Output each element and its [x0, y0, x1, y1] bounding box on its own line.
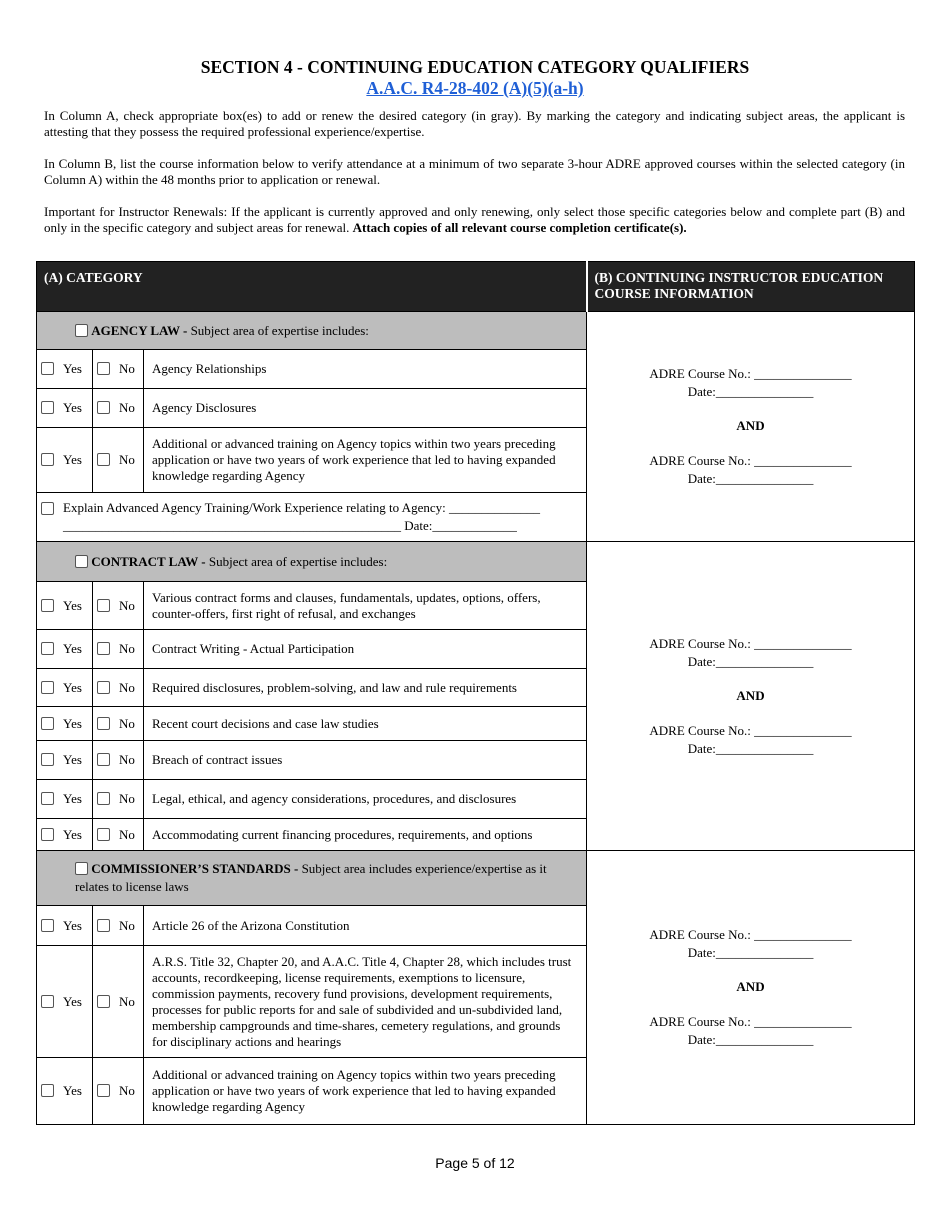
yes-checkbox[interactable] — [41, 828, 54, 841]
no-checkbox[interactable] — [97, 401, 110, 414]
yes-option[interactable] — [37, 428, 93, 493]
rule-reference-link[interactable]: A.A.C. R4-28-402 (A)(5)(a-h) — [366, 78, 584, 98]
yes-option[interactable] — [37, 669, 93, 707]
yes-checkbox[interactable] — [41, 401, 54, 414]
column-a-header: (A) CATEGORY — [37, 262, 587, 312]
subject-text: Contract Writing - Actual Participation — [144, 630, 587, 669]
explain-checkbox[interactable] — [41, 502, 54, 515]
section-title: SECTION 4 - CONTINUING EDUCATION CATEGORY QUALIFIERS — [200, 57, 750, 77]
course-number-2[interactable]: ADRE Course No.: _______________ — [649, 453, 852, 468]
agency-law-description: Subject area of expertise includes: — [190, 322, 369, 338]
yes-option[interactable] — [37, 707, 93, 741]
no-checkbox[interactable] — [97, 362, 110, 375]
yes-checkbox[interactable] — [41, 995, 54, 1008]
commissioner-standards-title: COMMISSIONER’S STANDARDS - — [91, 861, 299, 876]
no-checkbox[interactable] — [97, 681, 110, 694]
and-separator: AND — [736, 979, 765, 994]
instruction-paragraph-3-text: Important for Instructor Renewals: If the applicant is currently approved and only renewing, only select those specific categories below and complete part (B) and only in the specific category and subject areas for renewal. — [44, 204, 905, 235]
no-label: No — [119, 361, 135, 376]
course-number-1[interactable]: ADRE Course No.: _______________ — [649, 366, 852, 381]
no-option[interactable] — [93, 819, 144, 851]
course-number-1[interactable]: ADRE Course No.: _______________ — [649, 635, 852, 651]
category-qualifiers-table — [36, 261, 915, 1125]
agency-law-title: AGENCY LAW - — [91, 322, 188, 338]
instruction-paragraph-3 — [44, 204, 905, 236]
yes-label: Yes — [63, 452, 82, 467]
contract-law-category-row — [37, 542, 587, 582]
commissioner-standards-description: Subject area includes experience/expertise as it relates to license laws — [75, 861, 547, 894]
contract-law-category-checkbox[interactable] — [75, 555, 88, 568]
subject-text: Accommodating current financing procedures, requirements, and options — [144, 819, 587, 851]
subject-text: Article 26 of the Arizona Constitution — [144, 906, 587, 946]
yes-label: Yes — [63, 400, 82, 415]
yes-checkbox[interactable] — [41, 919, 54, 932]
course-number-2[interactable]: ADRE Course No.: _______________ — [649, 1014, 852, 1029]
commissioner-course-info — [587, 851, 915, 1125]
subject-text: Required disclosures, problem-solving, and law and rule requirements — [144, 669, 587, 707]
course-date-1[interactable]: Date:_______________ — [687, 653, 814, 669]
yes-option[interactable] — [37, 630, 93, 669]
no-checkbox[interactable] — [97, 995, 110, 1008]
no-label: No — [119, 679, 135, 695]
no-label: No — [119, 917, 135, 933]
yes-option[interactable] — [37, 741, 93, 780]
and-separator: AND — [736, 418, 765, 433]
contract-course-info — [587, 542, 915, 851]
yes-label: Yes — [63, 679, 82, 695]
column-b-header: (B) CONTINUING INSTRUCTOR EDUCATION COURSE INFORMATION — [587, 262, 915, 312]
course-date-1[interactable]: Date:_______________ — [687, 384, 814, 399]
no-checkbox[interactable] — [97, 453, 110, 466]
course-date-2[interactable]: Date:_______________ — [687, 740, 814, 756]
no-label: No — [119, 993, 135, 1009]
no-option[interactable] — [93, 389, 144, 428]
no-option[interactable] — [93, 630, 144, 669]
no-option[interactable] — [93, 428, 144, 493]
yes-label: Yes — [63, 715, 82, 731]
yes-checkbox[interactable] — [41, 599, 54, 612]
yes-checkbox[interactable] — [41, 642, 54, 655]
no-checkbox[interactable] — [97, 599, 110, 612]
and-separator: AND — [736, 687, 765, 703]
yes-label: Yes — [63, 993, 82, 1009]
subject-text: Agency Relationships — [144, 350, 587, 389]
yes-option[interactable] — [37, 780, 93, 819]
no-option[interactable] — [93, 1058, 144, 1125]
yes-option[interactable] — [37, 819, 93, 851]
agency-law-category-row — [37, 312, 587, 350]
yes-label: Yes — [63, 791, 82, 806]
yes-checkbox[interactable] — [41, 1084, 54, 1097]
no-label: No — [119, 452, 135, 467]
instruction-paragraph-2: In Column B, list the course information below to verify attendance at a minimum of two separate 3-hour ADRE approved courses within the selected category (in Column A) within the 48 months prior to application or renewal. — [44, 156, 905, 187]
no-checkbox[interactable] — [97, 828, 110, 841]
page-number: Page 5 of 12 — [435, 1155, 515, 1171]
no-checkbox[interactable] — [97, 792, 110, 805]
agency-course-info — [587, 312, 915, 542]
yes-label: Yes — [63, 361, 82, 376]
subject-text: Breach of contract issues — [144, 741, 587, 780]
course-date-1[interactable]: Date:_______________ — [687, 945, 814, 960]
no-label: No — [119, 400, 135, 415]
no-option[interactable] — [93, 946, 144, 1058]
no-checkbox[interactable] — [97, 1084, 110, 1097]
no-option[interactable] — [93, 350, 144, 389]
commissioner-standards-category-row — [37, 851, 587, 906]
no-label: No — [119, 597, 135, 613]
subject-text: Legal, ethical, and agency considerations, procedures, and disclosures — [144, 780, 587, 819]
yes-option[interactable] — [37, 350, 93, 389]
agency-explain-line-2[interactable]: ____________________________________________________ Date:_____________ — [63, 518, 517, 533]
course-date-2[interactable]: Date:_______________ — [687, 471, 814, 486]
course-date-2[interactable]: Date:_______________ — [687, 1032, 814, 1047]
subject-text: A.R.S. Title 32, Chapter 20, and A.A.C. Title 4, Chapter 28, which includes trust accounts, recordkeeping, license requirements, exemptions to licensure, commission payments, recovery fund provisions, development requirements, processes for public reports for and sale of subdivided and un-subdivided land, membership campgrounds and time-shares, cemetery regulations, and grounds for disciplinary actions and hearings — [144, 946, 587, 1058]
yes-checkbox[interactable] — [41, 681, 54, 694]
no-option[interactable] — [93, 741, 144, 780]
yes-option[interactable] — [37, 946, 93, 1058]
no-label: No — [119, 641, 135, 656]
yes-label: Yes — [63, 917, 82, 933]
subject-text: Additional or advanced training on Agency topics within two years preceding application or have two years of work experience that led to having expanded knowledge regarding Agency — [144, 428, 587, 493]
yes-label: Yes — [63, 752, 82, 767]
no-option[interactable] — [93, 582, 144, 630]
yes-checkbox[interactable] — [41, 753, 54, 766]
yes-checkbox[interactable] — [41, 792, 54, 805]
no-checkbox[interactable] — [97, 717, 110, 730]
no-label: No — [119, 1083, 135, 1098]
subject-text: Recent court decisions and case law studies — [144, 707, 587, 741]
subject-text: Various contract forms and clauses, fundamentals, updates, options, offers, counter-offers, first right of refusal, and exchanges — [144, 582, 587, 630]
yes-checkbox[interactable] — [41, 717, 54, 730]
no-label: No — [119, 791, 135, 806]
agency-explain-line-1[interactable]: Explain Advanced Agency Training/Work Experience relating to Agency: ______________ — [63, 500, 540, 515]
yes-label: Yes — [63, 641, 82, 656]
course-number-1[interactable]: ADRE Course No.: _______________ — [649, 927, 852, 942]
no-label: No — [119, 826, 135, 842]
no-checkbox[interactable] — [97, 919, 110, 932]
no-option[interactable] — [93, 669, 144, 707]
agency-explain-row — [37, 493, 587, 542]
agency-law-category-checkbox[interactable] — [75, 324, 88, 337]
subject-text: Agency Disclosures — [144, 389, 587, 428]
yes-option[interactable] — [37, 389, 93, 428]
yes-option[interactable] — [37, 906, 93, 946]
no-checkbox[interactable] — [97, 753, 110, 766]
subject-text: Additional or advanced training on Agency topics within two years preceding application or have two years of work experience that led to having expanded knowledge regarding Agency — [144, 1058, 587, 1125]
no-option[interactable] — [93, 906, 144, 946]
contract-law-description: Subject area of expertise includes: — [208, 553, 388, 569]
no-option[interactable] — [93, 780, 144, 819]
yes-label: Yes — [63, 826, 82, 842]
yes-label: Yes — [63, 1083, 82, 1098]
attach-certificates-note: Attach copies of all relevant course completion certificate(s). — [352, 220, 687, 235]
no-checkbox[interactable] — [97, 642, 110, 655]
instruction-paragraph-1: In Column A, check appropriate box(es) to add or renew the desired category (in gray). By marking the category and indicating subject areas, the applicant is attesting that they possess the required professional experience/expertise. — [44, 108, 905, 139]
commissioner-standards-category-checkbox[interactable] — [75, 862, 88, 875]
yes-checkbox[interactable] — [41, 453, 54, 466]
no-option[interactable] — [93, 707, 144, 741]
yes-option[interactable] — [37, 582, 93, 630]
yes-checkbox[interactable] — [41, 362, 54, 375]
yes-option[interactable] — [37, 1058, 93, 1125]
contract-law-title: CONTRACT LAW - — [91, 553, 206, 569]
course-number-2[interactable]: ADRE Course No.: _______________ — [649, 722, 852, 738]
yes-label: Yes — [63, 597, 82, 613]
no-label: No — [119, 715, 135, 731]
no-label: No — [119, 752, 135, 767]
